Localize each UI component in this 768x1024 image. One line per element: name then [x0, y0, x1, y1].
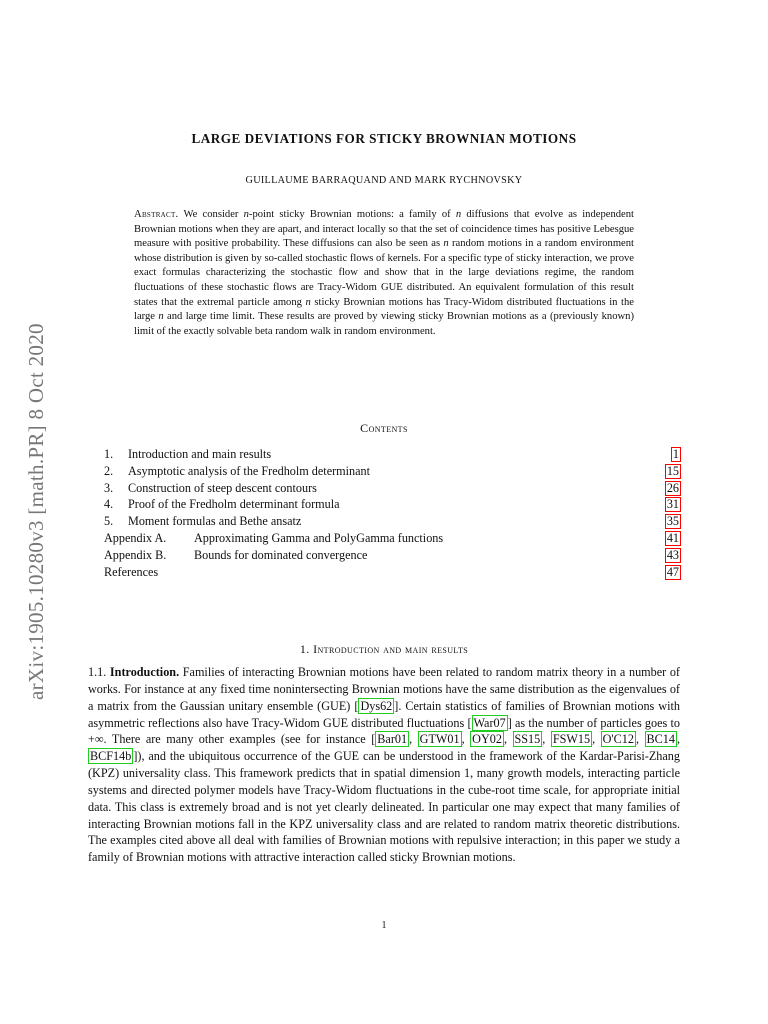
toc-entry-fredholm-proof: 4. Proof of the Fredholm determinant formula 31	[104, 497, 679, 512]
citation-link[interactable]: BC14	[646, 732, 675, 747]
toc-entry-introduction: 1. Introduction and main results 1	[104, 447, 679, 461]
abstract-label: Abstract.	[134, 209, 179, 220]
citation-link[interactable]: SS15	[514, 732, 541, 747]
citation-link[interactable]: Bar01	[377, 732, 408, 747]
subsection-title: Introduction.	[109, 665, 180, 679]
abstract: Abstract. We consider n-point sticky Brownian motions: a family of n diffusions that evolve as independent Brownian motions when they are apart, and interact locally so that the set of coincidence times has positive Lebesgue measure with positive probability. These diffusions can also be seen as n random motions in a random environment whose distribution is given by so-called stochastic flows of kernels. For a specific type of sticky interaction, we prove exact formulas characterizing the stochastic flow and show that in the large deviations regime, the random fluctuations of these stochastic flows are Tracy-Widom GUE distributed. An equivalent formulation of this result states that the extremal particle among n sticky Brownian motions has Tracy-Widom distributed fluctuations in the large n and large time limit. These results are proved by viewing sticky Brownian motions as a (previously known) limit of the exactly solvable beta random walk in random environment.	[134, 209, 634, 337]
introduction-paragraph: 1.1. Introduction. Families of interacting Brownian motions have been related to random matrix theory in a number of works. For instance at any fixed time nonintersecting Brownian motions have the same distribution as the eigenvalues of a matrix from the Gaussian unitary ensemble (GUE) [ Dys62 ]. Certain statistics of families of Brownian motions with asymmetric reflections also have Tracy-Widom GUE distributed fluctuations [ War07 ] as the number of particles goes to +∞. There are many other examples (see for instance [ Bar01 , GTW01 , OY02 , SS15 , FSW15 , O'C12 , BC14 , BCF14b ]), and the ubiquitous occurrence of the GUE can be understood in the framework of the Kardar-Parisi-Zhang (KPZ) universality class. This framework predicts that in spatial dimension 1, many growth models, interacting particle systems and directed polymer models have Tracy-Widom fluctuations in the cube-root time scale, for appropriate initial data. This class is extremely broad and is not yet clearly delineated. In particular one may expect that many families of interacting Brownian motions fall in the KPZ universality class and are related to random matrix theoretic distributions. The examples cited above all deal with families of Brownian motions with repulsive interaction; in this paper we study a family of Brownian motions with attractive interaction called sticky Brownian motions.	[88, 665, 681, 865]
toc-page-link[interactable]: 41	[666, 530, 679, 545]
citation-link[interactable]: BCF14b	[90, 749, 132, 764]
toc-page-link[interactable]: 31	[666, 497, 679, 512]
toc-entry-references: References 47	[104, 564, 679, 579]
citation-link[interactable]: OY02	[472, 732, 502, 747]
paper-title: LARGE DEVIATIONS FOR STICKY BROWNIAN MOTIONS	[191, 131, 577, 146]
citation-link[interactable]: O'C12	[602, 732, 634, 747]
section-heading: 1. Introduction and main results	[299, 642, 469, 656]
page-number: 1	[381, 920, 387, 931]
contents-heading: Contents	[360, 421, 408, 435]
table-of-contents	[104, 446, 681, 580]
toc-page-link[interactable]: 47	[666, 564, 679, 579]
toc-page-link[interactable]: 1	[672, 447, 679, 461]
toc-page-link[interactable]: 26	[666, 480, 679, 495]
citation-link[interactable]: FSW15	[552, 732, 591, 747]
toc-entry-appendix-b: Appendix B. Bounds for dominated convergence 43	[104, 547, 679, 562]
toc-entry-asymptotic-analysis: 2. Asymptotic analysis of the Fredholm determinant 15	[104, 463, 679, 478]
citation-link[interactable]: Dys62	[360, 698, 393, 713]
toc-page-link[interactable]: 35	[666, 514, 679, 529]
toc-page-link[interactable]: 15	[666, 463, 679, 478]
citation-link[interactable]: GTW01	[419, 732, 460, 747]
toc-entry-moment-formulas: 5. Moment formulas and Bethe ansatz 35	[104, 514, 679, 529]
toc-page-link[interactable]: 43	[666, 547, 679, 562]
citation-link[interactable]: War07	[473, 715, 506, 730]
arxiv-identifier: arXiv:1905.10280v3 [math.PR] 8 Oct 2020	[24, 323, 48, 700]
toc-entry-steep-descent: 3. Construction of steep descent contours 26	[104, 480, 679, 495]
toc-entry-appendix-a: Appendix A. Approximating Gamma and PolyGamma functions 41	[104, 530, 679, 545]
paper-authors: GUILLAUME BARRAQUAND AND MARK RYCHNOVSKY	[245, 175, 523, 186]
